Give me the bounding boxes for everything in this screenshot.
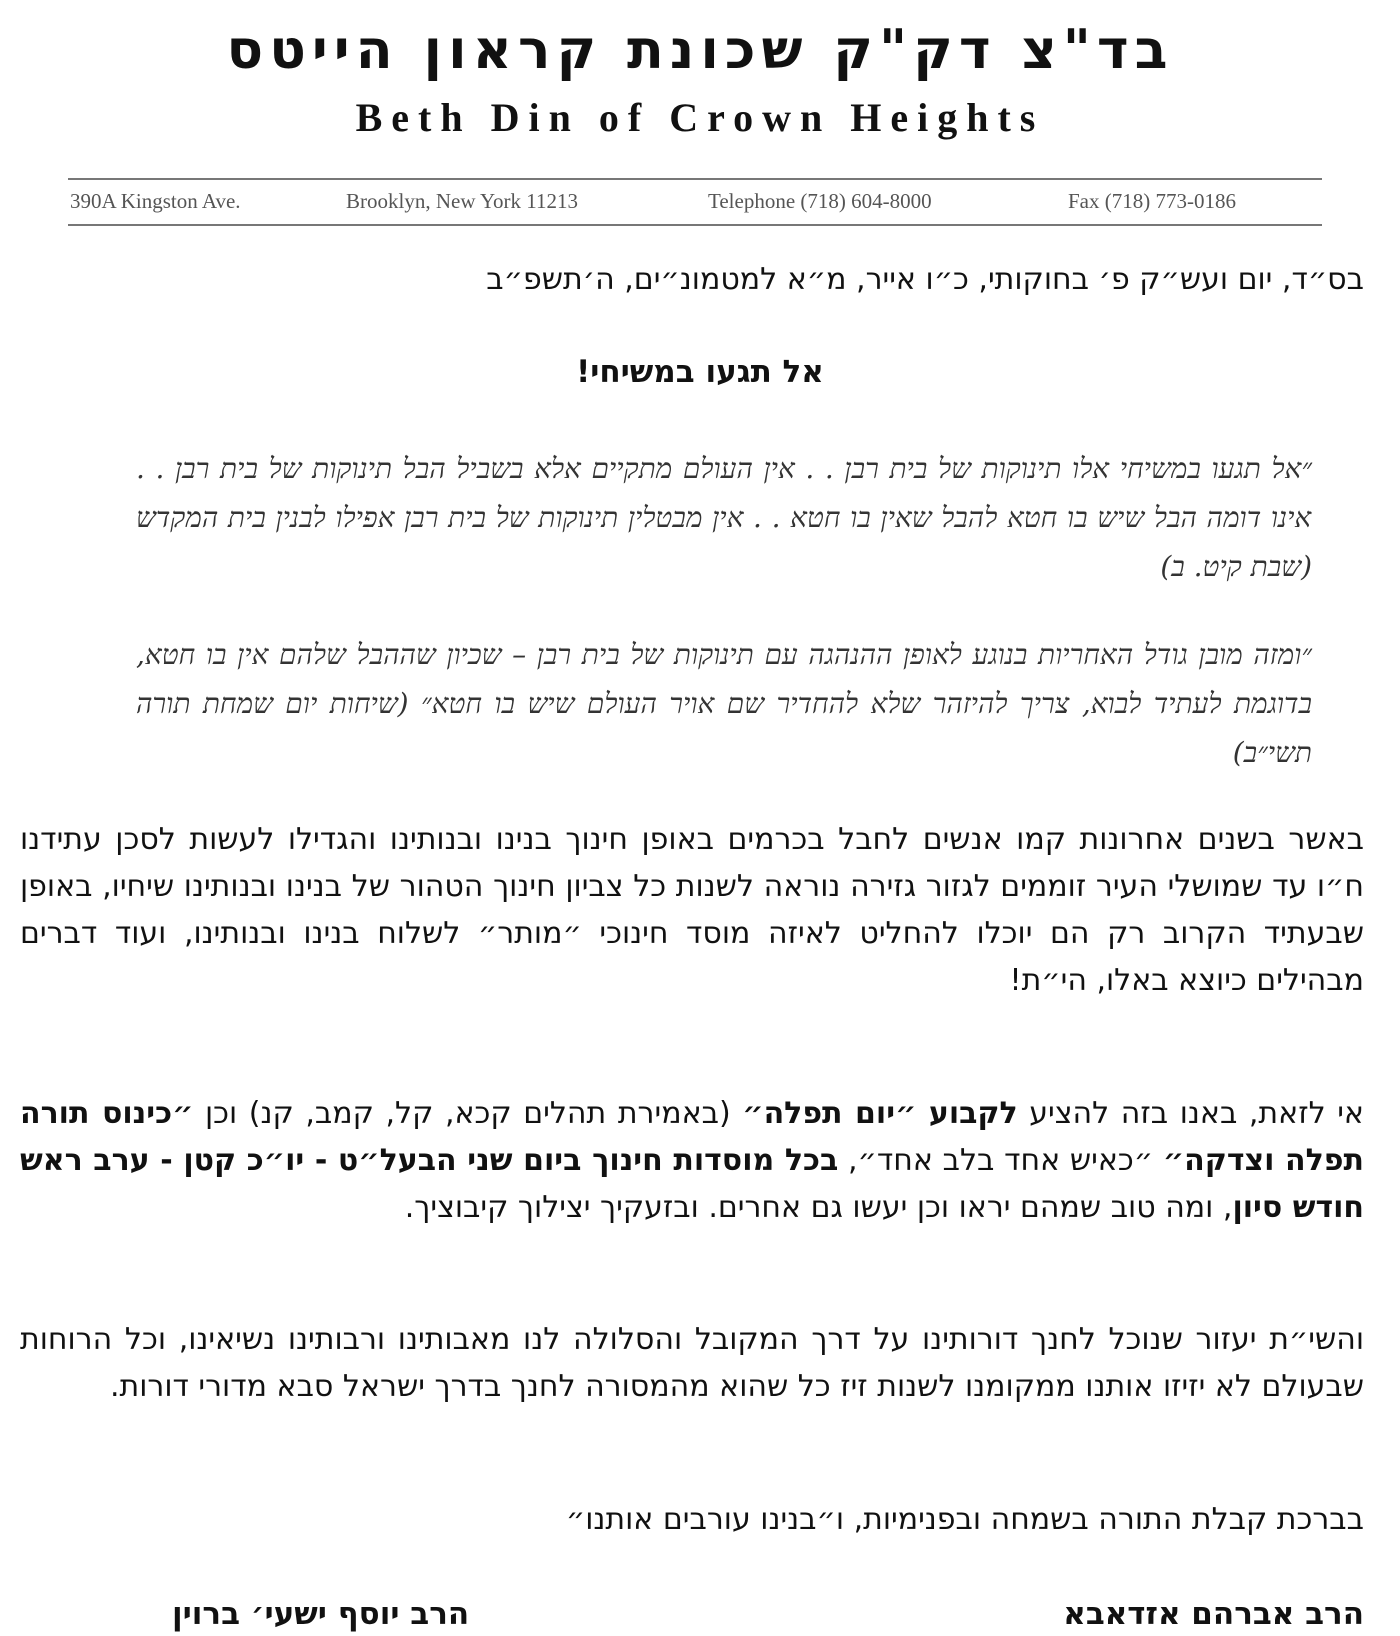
letterhead-top-rule — [68, 178, 1322, 180]
body-paragraph: באשר בשנים אחרונות קמו אנשים לחבל בכרמים באופן חינוך בנינו ובנותינו והגדילו לעשות לסכן עתידנו ח״ו עד שמושלי העיר זוממים לגזור גזירה נוראה לשנות כל צביון חינוך הטהור של בנינו ובנותינו שיחיו, באופן שבעתיד הקרוב רק הם יוכלו להחליט לאיזה מוסד חינוכי ״מותר״ לשלוח בנינו ובנותינו, ועוד דברים מבהילים כיוצא באלו, הי״ת! — [20, 822, 1364, 998]
quote-source: (שיחות יום שמחת תורה תשי״ב) — [136, 687, 1312, 769]
emphasis-text: בכל מוסדות חינוך ביום שני הבעל״ט - יו״כ קטן - ערב ראש חודש סיון — [20, 1143, 1364, 1225]
quote-block — [136, 444, 1312, 591]
closing-blessing: בברכת קבלת התורה בשמחה ובפנימיות, ו״בנינו עורבים אותנו״ — [565, 1502, 1364, 1537]
paragraph-text: ״כאיש אחד בלב אחד״, — [838, 1143, 1163, 1178]
letterhead-bottom-rule — [68, 224, 1322, 226]
quote-text: ״ומזה מובן גודל האחריות בנוגע לאופן ההנהגה עם תינוקות של בית רבן – שכיון שההבל שלהם אין בו חטא, בדוגמת לעתיד לבוא, צריך להיזהר שלא להחדיר שם אויר העולם שיש בו חטא״ — [136, 638, 1312, 720]
date-line: בס״ד, יום ועש״ק פ׳ בחוקותי, כ״ו אייר, מ״א למטמונ״ים, ה׳תשפ״ב — [486, 262, 1364, 297]
signature-left: הרב יוסף ישעי׳ ברוין — [172, 1596, 470, 1632]
letterhead-city: Brooklyn, New York 11213 — [346, 189, 578, 213]
emphasis-text: לקבוע ״יום תפלה״ — [742, 1096, 1018, 1131]
body-paragraph: והשי״ת יעזור שנוכל לחנך דורותינו על דרך המקובל והסלולה לנו מאבותינו ורבותינו נשיאינו, וכל הרוחות שבעולם לא יזיזו אותנו ממקומנו לשנות זיז כל שהוא מהמסורה לחנך בדרך ישראל סבא מדורי דורות. — [20, 1322, 1364, 1404]
paragraph-text: אי לזאת, באנו בזה להציע — [1017, 1096, 1364, 1131]
letter-headline: אל תגעו במשיחי! — [576, 354, 824, 390]
quote-block — [136, 630, 1312, 777]
quote-text: ״אל תגעו במשיחי אלו תינוקות של בית רבן . . אין העולם מתקיים אלא בשביל הבל תינוקות של בית רבן . . אינו דומה הבל שיש בו חטא להבל שאין בו חטא . . אין מבטלין תינוקות של בית רבן אפילו לבנין בית המקדש — [136, 452, 1312, 534]
letterhead-address: 390A Kingston Ave. — [70, 189, 241, 213]
paragraph-text: , ומה טוב שמהם יראו וכן יעשו גם אחרים. ובזעקיך יצילוך קיבוציך. — [404, 1190, 1233, 1225]
quote-source: (שבת קיט. ב) — [1160, 550, 1312, 583]
english-letterhead-title: Beth Din of Crown Heights — [355, 95, 1045, 140]
letterhead-telephone: Telephone (718) 604-8000 — [708, 189, 932, 213]
emphasis-text: ״כינוס תורה תפלה וצדקה״ — [20, 1096, 1364, 1178]
paragraph-text: (באמירת תהלים קכא, קל, קמב, קנ) וכן — [193, 1096, 743, 1131]
signature-right: הרב אברהם אזדאבא — [1063, 1596, 1364, 1632]
body-paragraph-call-to-prayer — [20, 1090, 1364, 1231]
hebrew-letterhead-title: בד"צ דק"ק שכונת קראון הייטס — [226, 18, 1174, 81]
letterhead-fax: Fax (718) 773-0186 — [1068, 189, 1236, 213]
